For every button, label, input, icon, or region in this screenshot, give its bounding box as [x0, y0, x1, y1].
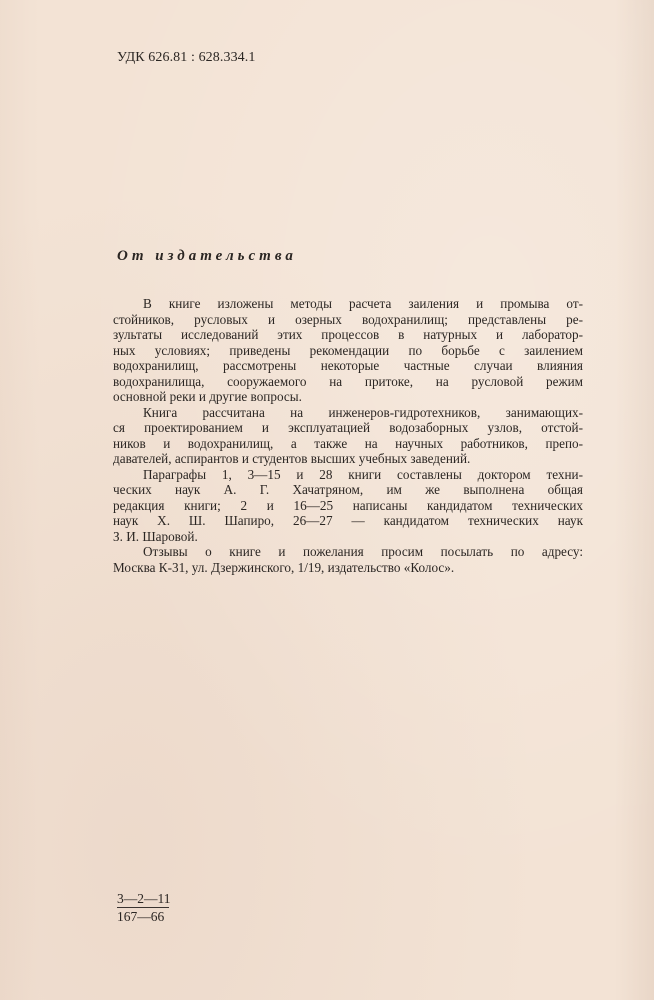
text-line: ников и водохранилищ, а также на научных работников, препо-	[113, 435, 583, 451]
text-line: В книге изложены методы расчета заиления и промыва от-	[143, 296, 583, 311]
text-line: редакция книги; 2 и 16—25 написаны кандидатом технических	[113, 497, 583, 513]
section-heading: От издательства	[117, 248, 297, 264]
text-line: основной реки и другие вопросы.	[113, 389, 302, 404]
text-line: водохранилищ, рассмотрены некоторые частные случаи влияния	[113, 358, 583, 373]
text-line: З. И. Шаровой.	[113, 528, 198, 544]
text-line: водохранилища, сооружаемого на притоке, на русловой режим	[113, 373, 583, 389]
text-line: Отзывы о книге и пожелания просим посылать по адресу:	[143, 544, 583, 559]
publisher-note-text	[113, 296, 583, 575]
text-line: давателей, аспирантов и студентов высших учебных заведений.	[113, 451, 471, 466]
publication-index	[117, 890, 171, 925]
index-denominator: 167—66	[117, 909, 165, 924]
text-line: ся проектированием и эксплуатацией водозаборных узлов, отстой-	[113, 420, 583, 435]
text-line: стойников, русловых и озерных водохранилищ; представлены ре-	[113, 311, 583, 327]
text-line: ческих наук А. Г. Хачатряном, им же выполнена общая	[113, 482, 583, 497]
text-line: Книга рассчитана на инженеров-гидротехников, занимающих-	[143, 404, 583, 420]
text-line: зультаты исследований этих процессов в натурных и лаборатор-	[113, 327, 583, 342]
text-line: Параграфы 1, 3—15 и 28 книги составлены доктором техни-	[143, 466, 583, 482]
udc-classification: УДК 626.81 : 628.334.1	[117, 50, 256, 65]
text-line: Москва К-31, ул. Дзержинского, 1/19, издательство «Колос».	[113, 559, 455, 575]
text-line: ных условиях; приведены рекомендации по борьбе с заилением	[113, 342, 583, 358]
index-numerator: 3—2—11	[117, 891, 171, 906]
text-line: наук Х. Ш. Шапиро, 26—27 — кандидатом технических наук	[113, 513, 583, 528]
